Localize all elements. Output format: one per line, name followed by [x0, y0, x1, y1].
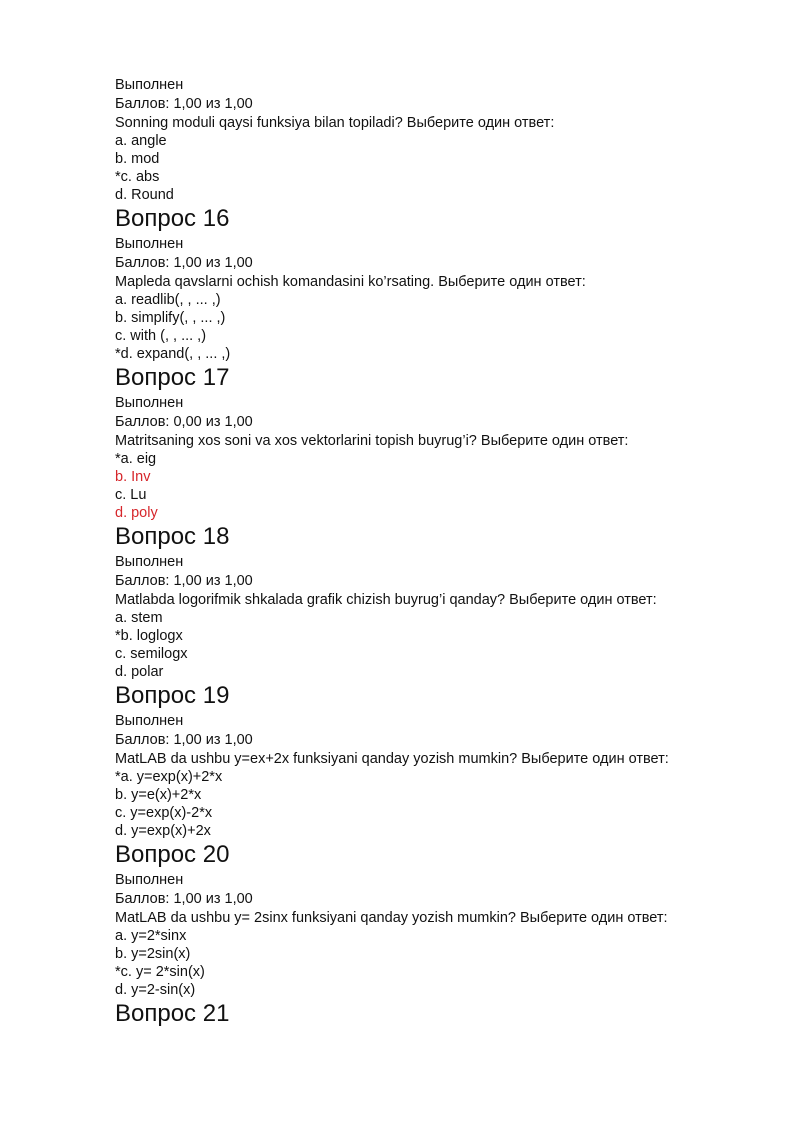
question-status: Выполнен: [115, 77, 184, 93]
answer-option: c. semilogx: [115, 646, 188, 662]
question-block-18: [115, 522, 755, 681]
answer-option: c. Lu: [115, 487, 147, 503]
question-heading: Вопрос 18: [115, 523, 230, 550]
answer-option-wrong: d. poly: [115, 505, 158, 521]
answer-option: c. y=exp(x)-2*x: [115, 805, 213, 821]
question-status: Выполнен: [115, 236, 184, 252]
question-text: MatLAB da ushbu y= 2sinx funksiyani qanday yozish mumkin? Выберите один ответ:: [115, 910, 668, 926]
answer-option: *a. y=exp(x)+2*x: [115, 769, 223, 785]
answer-option: c. with (, , ... ,): [115, 328, 207, 344]
answer-option: *b. loglogx: [115, 628, 183, 644]
question-block-16: [115, 204, 755, 363]
question-status: Выполнен: [115, 554, 184, 570]
question-block-21: [115, 999, 755, 1030]
answer-option: b. mod: [115, 151, 160, 167]
answer-option: a. readlib(, , ... ,): [115, 292, 221, 308]
question-text: Matritsaning xos soni va xos vektorlarini topish buyrug’i? Выберите один ответ:: [115, 433, 629, 449]
question-heading: Вопрос 19: [115, 682, 230, 709]
answer-option: b. y=2sin(x): [115, 946, 191, 962]
answer-option: *a. eig: [115, 451, 157, 467]
question-block-19: [115, 681, 755, 840]
answer-option: d. polar: [115, 664, 164, 680]
question-block-20: [115, 840, 755, 999]
answer-option: *d. expand(, , ... ,): [115, 346, 231, 362]
question-heading: Вопрос 20: [115, 841, 230, 868]
question-heading: Вопрос 21: [115, 1000, 230, 1027]
answer-option: b. y=e(x)+2*x: [115, 787, 202, 803]
question-score: Баллов: 0,00 из 1,00: [115, 414, 253, 430]
answer-option: d. y=exp(x)+2x: [115, 823, 211, 839]
answer-option: d. y=2-sin(x): [115, 982, 196, 998]
question-score: Баллов: 1,00 из 1,00: [115, 255, 253, 271]
question-score: Баллов: 1,00 из 1,00: [115, 96, 253, 112]
answer-option: *c. y= 2*sin(x): [115, 964, 205, 980]
answer-option: b. simplify(, , ... ,): [115, 310, 226, 326]
question-status: Выполнен: [115, 713, 184, 729]
question-block-15: [115, 76, 755, 204]
quiz-document: [115, 76, 755, 1030]
answer-option: *c. abs: [115, 169, 160, 185]
question-score: Баллов: 1,00 из 1,00: [115, 732, 253, 748]
question-score: Баллов: 1,00 из 1,00: [115, 891, 253, 907]
answer-option: a. angle: [115, 133, 167, 149]
question-heading: Вопрос 16: [115, 205, 230, 232]
answer-option: d. Round: [115, 187, 174, 203]
question-score: Баллов: 1,00 из 1,00: [115, 573, 253, 589]
question-text: Matlabda logorifmik shkalada grafik chizish buyrug’i qanday? Выберите один ответ:: [115, 592, 657, 608]
answer-option-wrong: b. Inv: [115, 469, 151, 485]
answer-option: a. stem: [115, 610, 163, 626]
question-status: Выполнен: [115, 872, 184, 888]
question-block-17: [115, 363, 755, 522]
question-status: Выполнен: [115, 395, 184, 411]
question-text: MatLAB da ushbu y=ex+2x funksiyani qanday yozish mumkin? Выберите один ответ:: [115, 751, 669, 767]
answer-option: a. y=2*sinx: [115, 928, 187, 944]
question-heading: Вопрос 17: [115, 364, 230, 391]
question-text: Sonning moduli qaysi funksiya bilan topiladi? Выберите один ответ:: [115, 115, 555, 131]
question-text: Mapleda qavslarni ochish komandasini ko’rsating. Выберите один ответ:: [115, 274, 586, 290]
